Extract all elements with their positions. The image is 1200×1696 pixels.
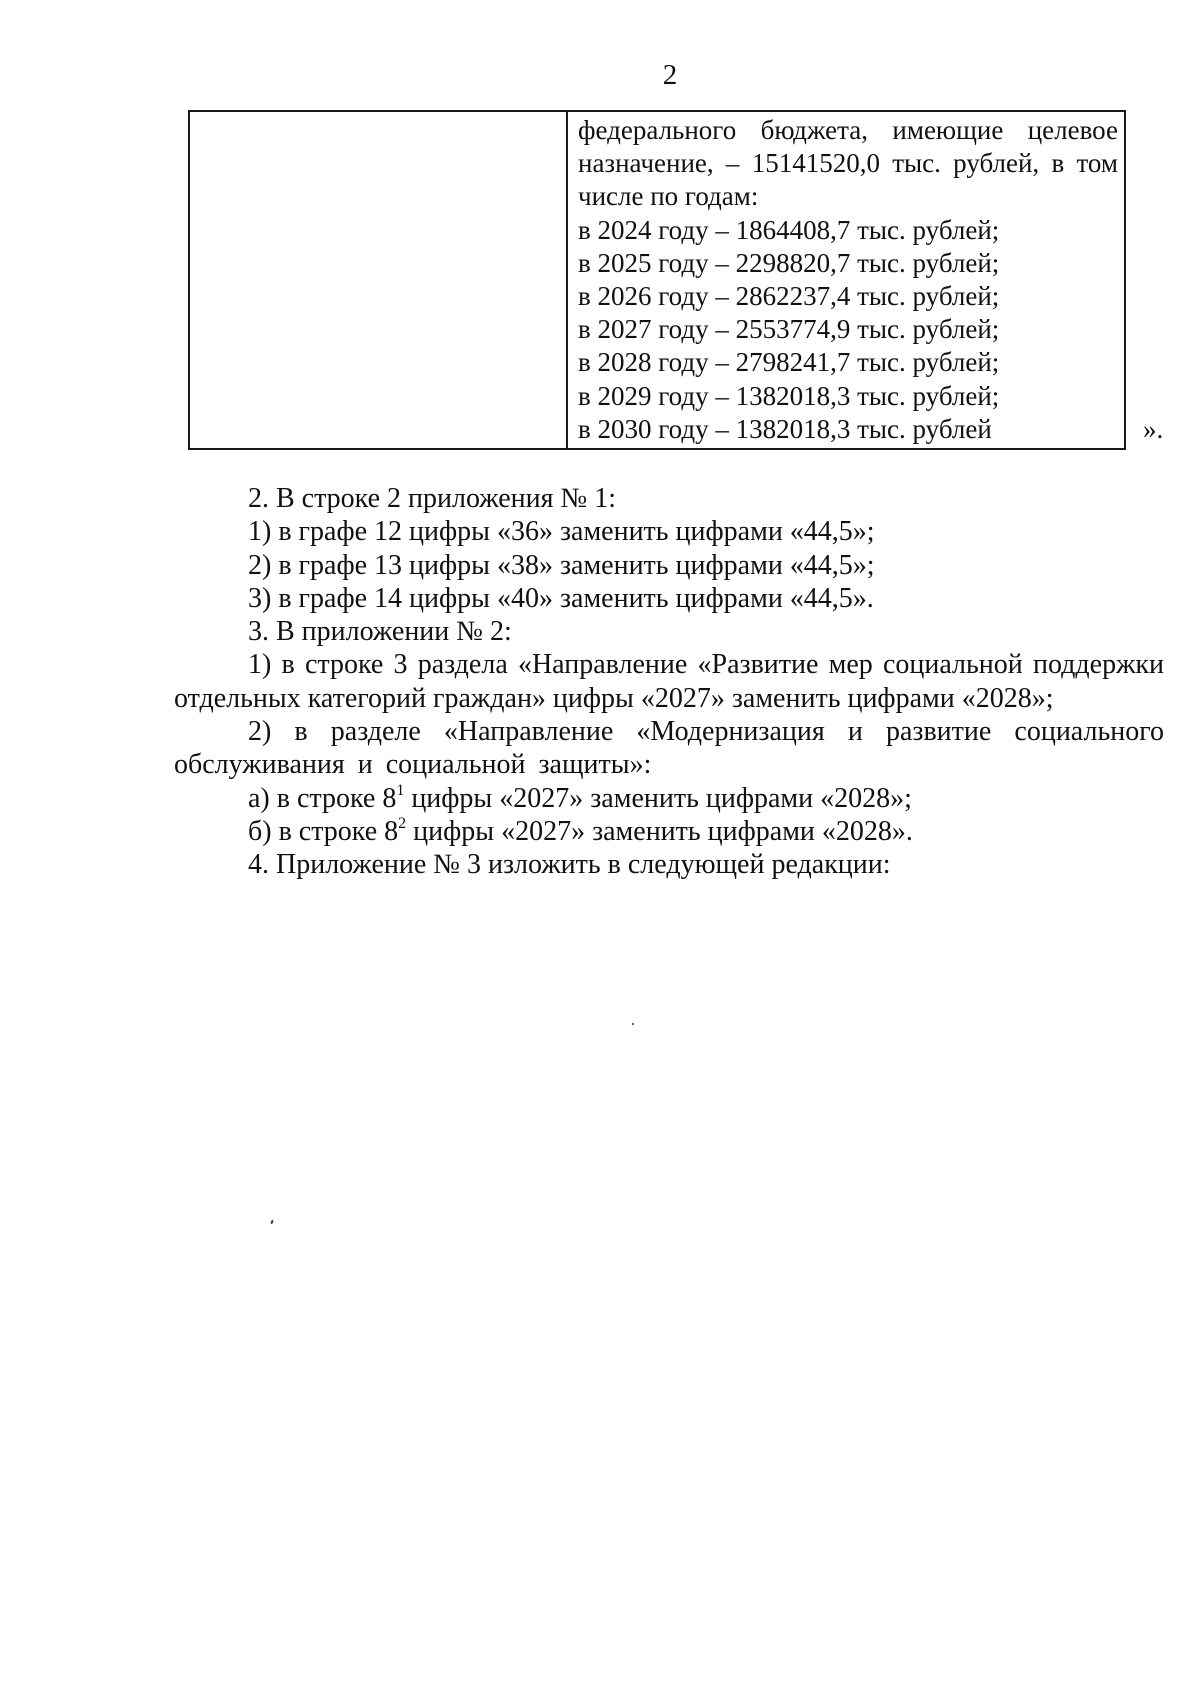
paragraph-3-item-2b — [174, 815, 1164, 848]
table-line: в 2025 году – 2298820,7 тыс. рублей; — [578, 247, 1000, 278]
table-line: в 2030 году – 1382018,3 тыс. рублей — [578, 413, 992, 444]
item-2a-text-before: а) в строке 8 — [248, 782, 397, 814]
table-line: назначение, – 15141520,0 тыс. рублей, в том — [578, 148, 1118, 179]
table-line: в 2028 году – 2798241,7 тыс. рублей; — [578, 347, 1000, 378]
item-2b-text-after: цифры «2027» заменить цифрами «2028». — [406, 815, 913, 847]
scan-speck — [270, 1220, 273, 1224]
funding-table — [188, 110, 1126, 450]
item-2a-superscript: 1 — [396, 781, 405, 799]
item-2a-text-after: цифры «2027» заменить цифрами «2028»; — [404, 782, 912, 814]
table-line: в 2027 году – 2553774,9 тыс. рублей; — [578, 314, 1000, 345]
scan-speck — [632, 1023, 634, 1025]
table-line: в 2026 году – 2862237,4 тыс. рублей; — [578, 281, 1000, 312]
amendments-text — [174, 482, 1164, 882]
paragraph-3-item-2a — [174, 782, 1164, 815]
paragraph-3-heading: 3. В приложении № 2: — [248, 616, 512, 648]
paragraph-3-item-2: 2) в разделе «Направление «Модернизация и развитие социального обслуживания и социальной защиты»: — [174, 716, 1164, 781]
item-2b-superscript: 2 — [398, 814, 407, 832]
table-left-cell — [190, 112, 568, 448]
paragraph-4-heading: 4. Приложение № 3 изложить в следующей редакции: — [248, 849, 891, 881]
table-right-cell — [578, 114, 1118, 446]
paragraph-3-item-1: 1) в строке 3 раздела «Направление «Развитие мер социальной поддержки отдельных категорий граждан» цифры «2027» заменить цифрами «2028»; — [174, 649, 1164, 714]
paragraph-2-item-1: 1) в графе 12 цифры «36» заменить цифрами «44,5»; — [248, 516, 875, 548]
table-line: числе по годам: — [578, 181, 759, 212]
paragraph-2-item-3: 3) в графе 14 цифры «40» заменить цифрами «44,5». — [248, 582, 874, 614]
paragraph-2-item-2: 2) в графе 13 цифры «38» заменить цифрами «44,5»; — [248, 549, 875, 581]
closing-quote: ». — [1143, 414, 1164, 444]
table-line: федерального бюджета, имеющие целевое — [578, 115, 1118, 145]
table-line: в 2024 году – 1864408,7 тыс. рублей; — [578, 214, 1000, 245]
paragraph-2-heading: 2. В строке 2 приложения № 1: — [248, 483, 617, 514]
table-line: в 2029 году – 1382018,3 тыс. рублей; — [578, 380, 1000, 411]
item-2b-text-before: б) в строке 8 — [248, 815, 399, 847]
page-number: 2 — [662, 59, 678, 91]
